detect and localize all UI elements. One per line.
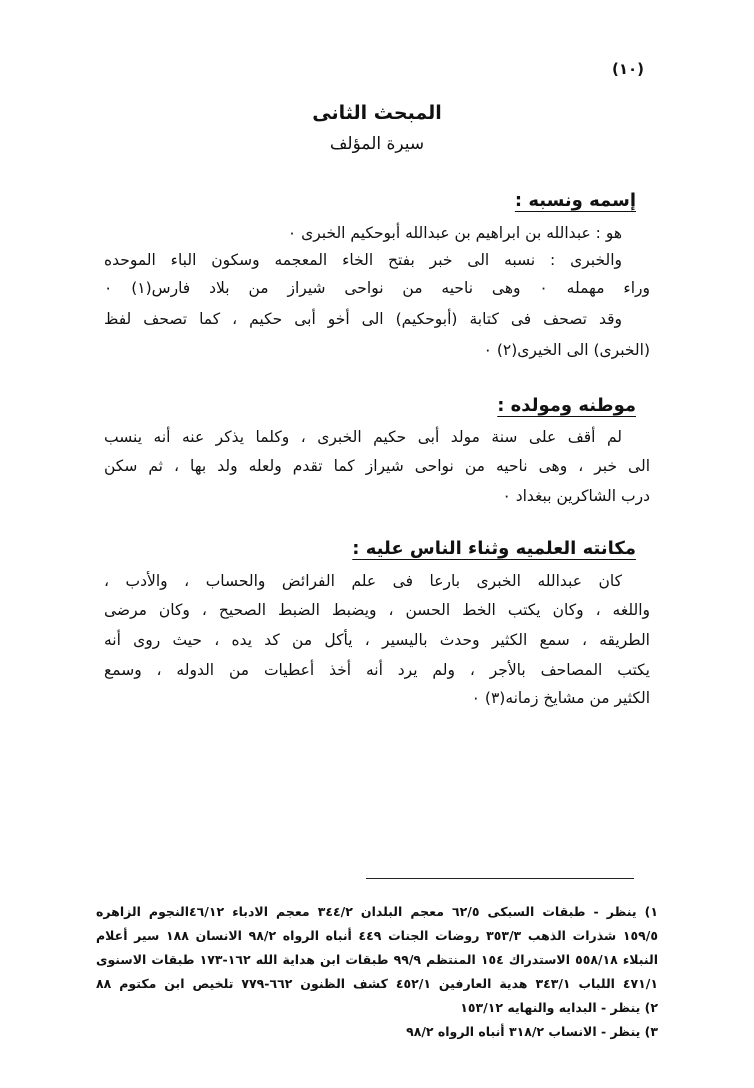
paragraph-line: هو : عبدالله بن ابراهيم بن عبدالله أبوحكيم الخبرى ٠ <box>287 224 622 242</box>
paragraph-line: والخبرى : نسبه الى خبر بفتح الخاء المعجمه وسكون الباء الموحده <box>104 251 622 269</box>
paragraph-line: كان عبدالله الخبرى بارعا فى علم الفرائض والحساب ، والأدب ، <box>104 572 622 590</box>
paragraph-line: الكثير من مشايخ زمانه(٣) ٠ <box>471 689 650 707</box>
paragraph-line: يكتب المصاحف بالأجر ، ولم يرد أنه أخذ أعطيات من الدوله ، وسمع <box>104 661 650 679</box>
section-heading-birthplace: موطنه ومولده : <box>497 395 636 416</box>
footnote-line: ٣) ينظر - الانساب ٣١٨/٢ أنباه الرواه ٩٨/٢ <box>406 1024 658 1039</box>
footnote-line: ٤٧١/١ اللباب ٣٤٣/١ هدية العارفين ٤٥٢/١ كشف الظنون ٦٦٢-٧٧٩ تلخيص ابن مكتوم ٨٨ <box>96 976 658 991</box>
paragraph-line: الى خبر ، وهى ناحيه من نواحى شيراز كما تقدم ولعله ولد بها ، ثم سكن <box>104 457 650 475</box>
footnote-line: ١٥٩/٥ شذرات الذهب ٣٥٣/٣ روضات الجنات ٤٤٩ أنباه الرواه ٩٨/٢ الانسان ١٨٨ سير أعلام <box>96 928 658 943</box>
footnote-separator <box>366 878 634 879</box>
chapter-title: المبحث الثانى <box>312 102 442 124</box>
paragraph-line: لم أقف على سنة مولد أبى حكيم الخبرى ، وكلما يذكر عنه أنه ينسب <box>104 428 622 446</box>
section-heading-scholarly-standing: مكانته العلميه وثناء الناس عليه : <box>352 538 636 559</box>
paragraph-line: واللغه ، وكان يكتب الخط الحسن ، ويضبط الضبط الصحيح ، وكان مرضى <box>104 601 650 619</box>
footnote-line: ٢) ينظر - البدايه والنهايه ١٥٣/١٢ <box>460 1000 658 1015</box>
paragraph-line: وقد تصحف فى كتابة (أبوحكيم) الى أخو أبى حكيم ، كما تصحف لفظ <box>104 310 622 328</box>
footnote-line: النبلاء ٥٥٨/١٨ الاستدراك ١٥٤ المنتظم ٩٩/٩ طبقات ابن هداية الله ١٦٢-١٧٣ طبقات الاسنوى <box>96 952 658 967</box>
paragraph-line: وراء مهمله ٠ وهى ناحيه من نواحى شيراز من بلاد فارس(١) ٠ <box>104 279 650 297</box>
page-number: (١٠) <box>611 60 645 78</box>
paragraph-line: درب الشاكرين ببغداد ٠ <box>502 487 650 505</box>
footnote-line: ١) ينظر - طبقات السبكى ٦٢/٥ معجم البلدان ٣٤٤/٢ معجم الادباء ٤٦/١٢النجوم الزاهره <box>96 904 658 919</box>
chapter-subtitle: سيرة المؤلف <box>329 134 425 154</box>
paragraph-line: (الخبرى) الى الخيرى(٢) ٠ <box>483 341 650 359</box>
paragraph-line: الطريقه ، سمع الكثير وحدث باليسير ، يأكل من كد يده ، حيث روى أنه <box>104 631 650 649</box>
section-heading-name-lineage: إسمه ونسبه : <box>514 190 636 211</box>
